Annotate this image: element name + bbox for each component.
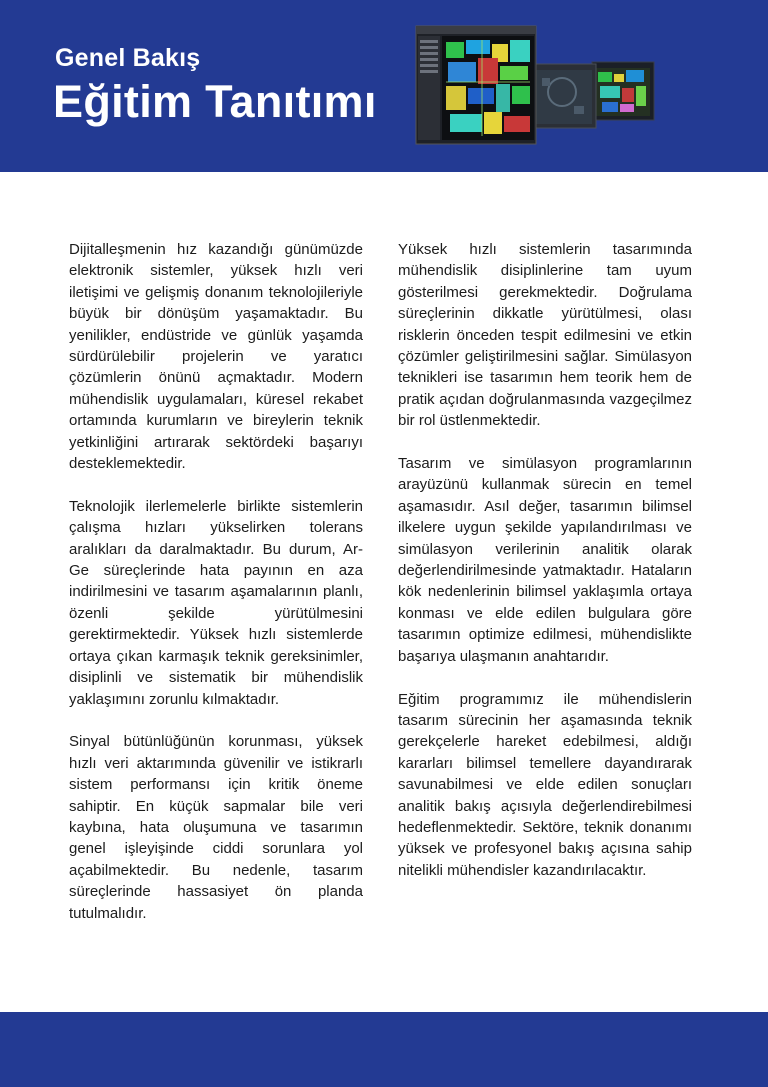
page-title: Eğitim Tanıtımı xyxy=(53,76,377,127)
paragraph: Sinyal bütünlüğünün korunması, yüksek hızlı veri aktarımında güvenilir ve istikrarlı sistem performansı için kritik öneme sahiptir. En küçük sapmalar bile veri kaybına, hata oluşumuna ve tasarımın genel işleyişinde ciddi sorunlara yol açabilmektedir. Bu nedenle, tasarım süreçlerinde hassasiyet ön planda tutulmalıdır. xyxy=(69,733,363,922)
paragraph: Yüksek hızlı sistemlerin tasarımında mühendislik disiplinlerine tam uyum gösterilmesi gerekmektedir. Doğrulama süreçlerinin dikkatle yürütülmesi, olası risklerin önceden tespit edilmesini ve etkin çözümler geliştirilmesini sağlar. Simülasyon teknikleri ise tasarımın hem teorik hem de pratik açıdan doğrulanmasında vazgeçilmez bir rol üstlenmektedir. xyxy=(398,241,692,430)
right-text-column xyxy=(398,239,692,903)
pcb-design-software-screenshots-icon xyxy=(412,22,662,150)
footer-banner xyxy=(0,1012,768,1087)
paragraph: Dijitalleşmenin hız kazandığı günümüzde elektronik sistemler, yüksek hızlı veri iletişimi ve gelişmiş donanım teknolojileriyle büyük bir dönüşüm yaşamaktadır. Bu yenilikler, endüstride ve günlük yaşamda sürdürülebilir projelerin ve yaratıcı çözümlerin önünü açmaktadır. Modern mühendislik uygulamaları, küresel rekabet ortamında kurumların ve bireylerin teknik yetkinliğini artırarak sektördeki başarıyı desteklemektedir. xyxy=(69,241,363,473)
header-subtitle: Genel Bakış xyxy=(55,44,201,72)
paragraph: Tasarım ve simülasyon programlarının arayüzünü kullanmak sürecin en temel aşamasıdır. Asıl değer, tasarımın bilimsel ilkelere uygun şekilde yapılandırılması ve simülasyon verilerinin analitik olarak değerlendirilmesinde yatmaktadır. Hataların kök nedenlerinin bilimsel yaklaşımla ortaya konması ve elde edilen bulgulara göre tasarımın optimize edilmesi, mühendislikte başarıya ulaşmanın anahtarıdır. xyxy=(398,455,692,665)
paragraph: Teknolojik ilerlemelerle birlikte sistemlerin çalışma hızları yükselirken tolerans aralıkları da daralmaktadır. Bu durum, Ar-Ge süreçlerinde hata payının en aza indirilmesini ve tasarım aşamalarının planlı, özenli şekilde yürütülmesini gerektirmektedir. Yüksek hızlı sistemlerde ortaya çıkan karmaşık teknik gereksinimler, disiplinli ve sistematik bir mühendislik yaklaşımını zorunlu kılmaktadır. xyxy=(69,497,363,708)
left-text-column xyxy=(69,239,363,945)
header-banner xyxy=(0,0,768,172)
paragraph: Eğitim programımız ile mühendislerin tasarım sürecinin her aşamasında teknik gerekçelerle hareket edebilmesi, aldığı kararları bilimsel temellere dayandırarak savunabilmesi ve elde edilen sonuçları analitik bakış açısıyla değerlendirebilmesi hedeflenmektedir. Sektöre, teknik donanımı yüksek ve profesyonel bakış açısına sahip nitelikli mühendisler kazandırılacaktır. xyxy=(398,690,692,879)
